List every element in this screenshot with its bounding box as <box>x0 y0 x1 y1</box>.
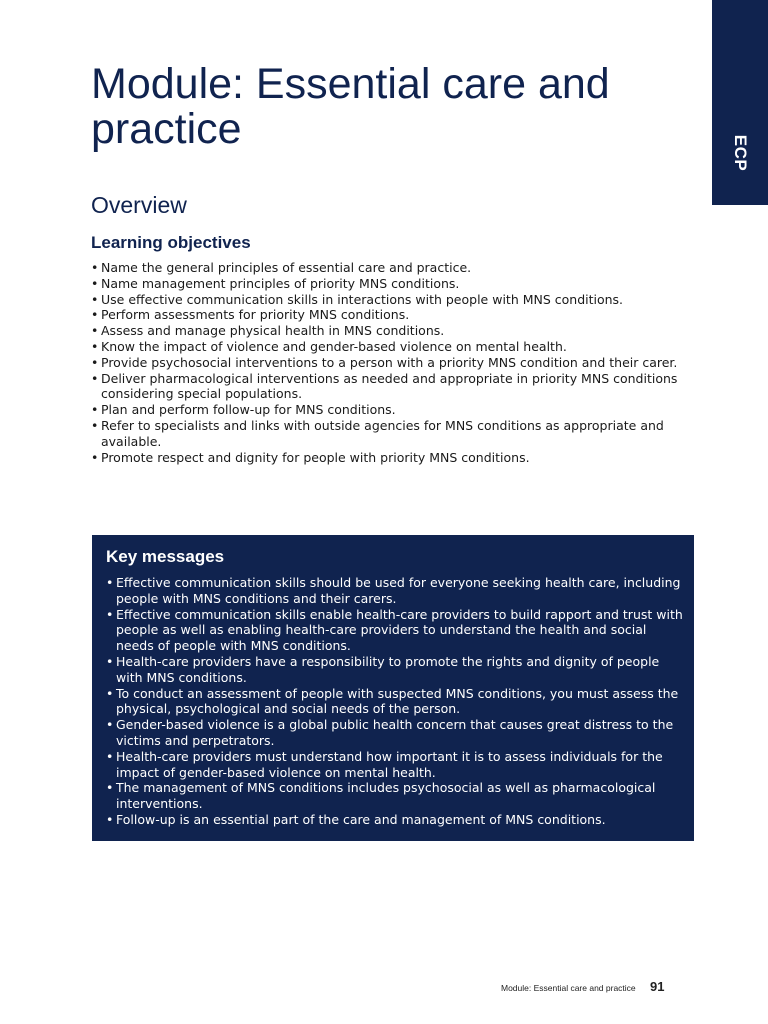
key-messages-list <box>106 575 686 828</box>
learning-objective-item: • Promote respect and dignity for people with priority MNS conditions. <box>91 450 701 466</box>
learning-objective-item: • Assess and manage physical health in MNS conditions. <box>91 323 701 339</box>
learning-objectives-list <box>91 260 701 465</box>
key-message-item: • Health-care providers must understand how important it is to assess individuals for the impact of gender-based violence on mental health. <box>106 749 686 781</box>
key-messages-box <box>92 535 694 841</box>
side-tab-label: ECP <box>731 134 750 172</box>
key-message-item: • Effective communication skills should be used for everyone seeking health care, including people with MNS conditions and their carers. <box>106 575 686 607</box>
learning-objective-item: • Know the impact of violence and gender-based violence on mental health. <box>91 339 701 355</box>
key-message-item: • Follow-up is an essential part of the care and management of MNS conditions. <box>106 812 686 828</box>
learning-objective-item: • Provide psychosocial interventions to a person with a priority MNS condition and their carer. <box>91 355 701 371</box>
learning-objective-item: • Plan and perform follow-up for MNS conditions. <box>91 402 701 418</box>
learning-objective-item: • Perform assessments for priority MNS conditions. <box>91 307 701 323</box>
learning-objective-item: • Name management principles of priority MNS conditions. <box>91 276 701 292</box>
learning-objective-item: • Refer to specialists and links with outside agencies for MNS conditions as appropriate and available. <box>91 418 701 450</box>
key-message-item: • Effective communication skills enable health-care providers to build rapport and trust with people as well as enabling health-care providers to understand the health and social needs of people with MNS conditions. <box>106 607 686 654</box>
key-message-item: • Gender-based violence is a global public health concern that causes great distress to the victims and perpetrators. <box>106 717 686 749</box>
learning-objectives-heading: Learning objectives <box>91 233 251 252</box>
page-title: Module: Essential care and practice <box>91 60 610 153</box>
section-side-tab <box>712 0 768 205</box>
learning-objective-item: • Name the general principles of essential care and practice. <box>91 260 701 276</box>
page-number: 91 <box>650 979 665 994</box>
key-message-item: • The management of MNS conditions includes psychosocial as well as pharmacological interventions. <box>106 780 686 812</box>
key-message-item: • Health-care providers have a responsibility to promote the rights and dignity of people with MNS conditions. <box>106 654 686 686</box>
footer-module-label: Module: Essential care and practice <box>501 983 636 993</box>
learning-objective-item: • Use effective communication skills in interactions with people with MNS conditions. <box>91 292 701 308</box>
key-messages-heading: Key messages <box>106 547 225 566</box>
key-message-item: • To conduct an assessment of people with suspected MNS conditions, you must assess the physical, psychological and social needs of the person. <box>106 686 686 718</box>
learning-objective-item: • Deliver pharmacological interventions as needed and appropriate in priority MNS conditions considering special populations. <box>91 371 701 403</box>
overview-heading: Overview <box>91 192 187 218</box>
